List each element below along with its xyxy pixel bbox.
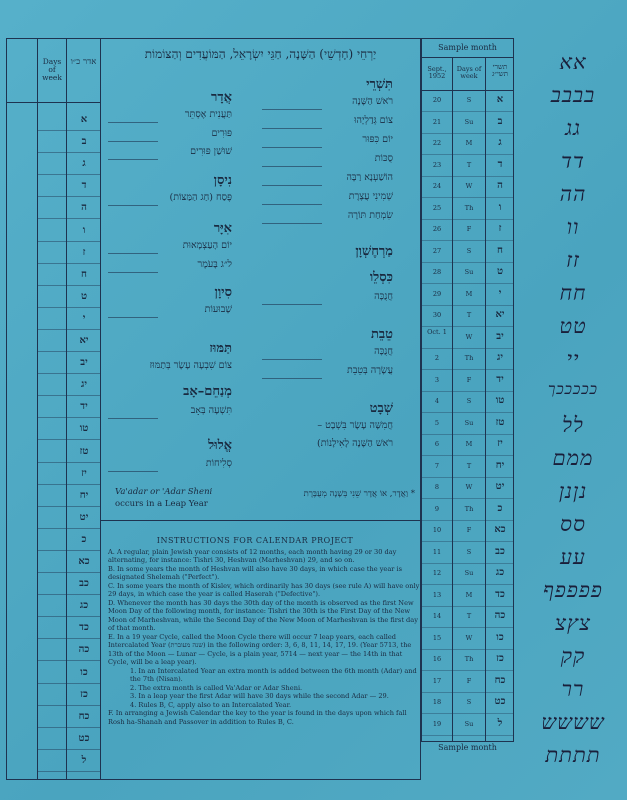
sample-row-line [421,541,514,542]
script-letter-row: עע [560,545,586,569]
sample-row-line [421,154,514,155]
adar-day-label: כז [80,688,88,700]
sample-date: 27 [432,246,442,255]
holiday-item: ל״ג בָּעֹמֶר [197,259,232,270]
adar-day-label: כה [78,644,90,656]
sample-row-line [421,455,514,456]
holiday-item: צוֹם גְּדַלְיָהוּ [354,115,393,126]
sample-hebrew-date: ו [498,201,502,213]
holiday-item: עֲשָׂרָה בְּטֵבֵת [347,365,393,376]
script-letter-row: קק [560,644,586,668]
sample-day: M [465,590,473,599]
sample-day: Su [464,117,474,126]
sample-day: S [466,397,472,405]
adar-day-label: כג [79,600,89,612]
fill-line [262,166,322,167]
month-menachem-av: מְנַחֵם–אָב [183,384,232,399]
sample-row-line [421,412,514,413]
row-line [38,351,100,352]
script-letter-row: טט [559,314,587,338]
month-tammuz: תַּמּוּז [209,341,232,356]
sample-day: F [466,375,472,384]
sample-date: 7 [434,461,440,470]
row-line [38,616,100,617]
sample-date: 20 [432,96,442,104]
row-line [38,462,100,463]
sample-row-line [421,133,514,134]
holiday-item: יוֹם הָעַצְמָאוּת [182,240,232,251]
month-tevet: טֵבֵת [370,327,393,342]
sample-date: 24 [432,182,442,190]
sample-tishri-header: תשרי תשי״ג [491,63,509,78]
holiday-item: שִׂמְחַת תּוֹרָה [347,210,393,221]
sample-row-line [421,434,514,435]
holiday-item: רֹאשׁ הַשָּׁנָה [352,96,393,107]
adar-day-label: ל [81,754,87,766]
fill-line [262,185,322,186]
sample-day: M [465,289,473,298]
sample-hebrew-date: ג [498,137,502,148]
sample-day: W [465,633,473,642]
script-letter-row: נןנן [558,479,588,503]
adar-day-label: כד [79,622,89,634]
sample-hebrew-date: ח [497,244,503,256]
script-letter-row: וו [566,215,580,239]
sample-day: T [466,612,472,620]
holiday-item: חֲנֻכָּה [374,291,393,302]
instruction-f: F. In arranging a Jewish Calendar the key to the year is found in the days upon which fall Rosh ha-Shanah and Passover in addition to Rules B, C. [108,709,407,726]
row-line [38,484,100,485]
sample-date: 8 [434,483,440,491]
sample-hebrew-date: כג [495,567,505,578]
sample-date: 2 [434,354,440,362]
script-letter-row: גג [565,116,581,140]
sample-days-header: Days of week [456,65,482,80]
sample-day: T [466,160,472,169]
sample-hebrew-date: יח [495,459,505,471]
row-line [38,705,100,706]
holiday-item: פּוּרִים [211,128,232,139]
adar-day-label: כב [79,578,89,590]
adar-day-label: יז [81,467,87,479]
sample-date: 28 [432,268,442,276]
sample-hebrew-date: כט [494,696,506,707]
script-letter-row: הה [559,182,587,206]
holiday-item: שׁוּשַׁן פּוּרִים [190,146,232,157]
sample-hebrew-date: טז [495,416,505,428]
sample-row-line [421,391,514,392]
sample-date: 14 [432,612,442,620]
adar-day-label: יח [79,489,89,501]
adar-day-label: ד [81,180,87,192]
sample-day: F [466,526,472,534]
sample-day: T [466,311,472,319]
sample-hebrew-date: כו [496,631,504,643]
sample-row-line [421,563,514,564]
sample-day: F [466,676,472,685]
row-line [38,683,100,684]
sample-date: 13 [432,590,442,599]
row-line [38,174,100,175]
sample-row-line [421,477,514,478]
month-iyar: אִיָּר [213,221,232,236]
fill-line [262,304,322,305]
sample-day: S [466,698,472,706]
sample-hebrew-date: יז [497,438,503,449]
sample-hebrew-date: ז [498,223,502,234]
sample-day: S [466,547,472,556]
sample-day: Su [464,569,474,577]
sample-date: 17 [432,676,442,685]
sample-hebrew-date: יד [496,373,504,385]
row-line [38,638,100,639]
sample-hebrew-date: ה [497,180,503,191]
column-divider [66,38,67,780]
month-marheshvan: מַרְחֶשְׁוָן [355,244,393,259]
row-line [38,417,100,418]
instruction-e1: 1. In an Intercalated Year an extra month is added between the 6th month (Adar) and the 7th (Nisan). [130,666,417,684]
sample-row-line [421,584,514,585]
fill-line [262,128,322,129]
sample-hebrew-date: כז [496,653,504,664]
sample-row-line [421,627,514,628]
sample-day: Th [464,203,474,212]
adar-day-label: טו [79,423,89,435]
adar-day-label: טז [79,445,89,457]
sample-date: 21 [432,117,442,126]
adar-sheni-english: Va'adar or 'Adar Sheni [115,487,213,497]
sample-month-header: Sample month [421,38,514,58]
holiday-item: סֻכּוֹת [374,153,393,164]
script-letter-row: יי [566,347,580,371]
adar-day-label: כא [78,556,90,567]
fill-line [108,471,158,472]
script-letter-row: רר [561,677,585,701]
row-line [38,506,100,507]
holiday-item: הוֹשַׁעְנָא רַבָּה [346,172,393,183]
sample-day: Th [464,354,474,362]
month-tishri: תִּשְׁרֵי [366,77,393,92]
sample-date: 9 [434,504,440,513]
sample-date: 29 [432,289,442,298]
fill-line [108,141,158,142]
sample-day: M [465,139,473,147]
sample-row-line [421,649,514,650]
holiday-item: סְלִיחוֹת [205,458,232,469]
sample-month-footer: Sample month [438,743,497,752]
sample-day: T [466,461,472,470]
row-line [38,218,100,219]
row-line [38,660,100,661]
script-letter-row: פפפפף [543,578,603,602]
instruction-e3: 3. In a leap year the first Adar will have 30 days while the second Adar — 29. [130,692,389,701]
holiday-item: חֲמִשָּׁה עָשָׂר בִּשְׁבָט – [317,420,393,431]
adar-day-label: יט [79,511,89,523]
adar-sheni-note: * וַאֲדָר, אוֹ אֲדָר שֵׁנִי בְּשָׁנָה מְעֻבֶּרֶת [303,489,415,499]
column-divider [100,38,101,780]
row-line [38,395,100,396]
adar-day-label: כט [78,732,90,744]
month-adar: אֲדָר [211,90,232,105]
sample-day: W [465,332,473,341]
sample-hebrew-date: ט [496,266,504,277]
sample-day: Su [464,418,474,427]
instruction-e2: 2. The extra month is called Va'Adar or Adar Sheni. [130,683,303,692]
sample-date: 23 [432,160,442,169]
sample-date: 4 [434,397,440,405]
month-nisan: נִיסָן [213,173,232,188]
row-line [38,594,100,595]
script-letter-row: לל [562,413,584,437]
sample-date: 25 [432,203,442,212]
adar-day-label: ה [81,202,87,214]
adar-header: אדר כ״ו [70,57,97,67]
sample-day: S [466,96,472,104]
holiday-item: פֶּסַח (חַג הַמַּצּוֹת) [169,192,232,203]
fill-line [262,147,322,148]
row-line [38,727,100,728]
sample-date: 6 [434,440,440,448]
adar-day-label: ו [82,224,86,236]
fill-line [108,418,158,419]
sample-row-line [421,498,514,499]
sample-day: S [466,246,472,255]
row-line [38,572,100,573]
row-line [38,285,100,286]
adar-day-label: ג [82,158,86,170]
fill-line [108,159,158,160]
sample-row-line [421,670,514,671]
script-letter-row: בבבב [550,83,596,107]
row-line [38,528,100,529]
instruction-e4: 4. Rules B, C, apply also to an Intercalated Year. [130,700,292,709]
sample-day: Su [464,268,474,276]
month-kislev: כִּסְלֵו [369,270,393,285]
sample-row-line [421,713,514,714]
days-of-week-header: Days of week [42,57,62,82]
adar-sheni-english-2: occurs in a Leap Year [115,499,208,509]
sample-date: 16 [432,655,442,663]
column-divider [37,38,38,780]
sample-hebrew-date: ד [497,158,503,170]
fill-line [262,204,322,205]
sample-sept-header: Sept., 1952 [427,65,447,80]
script-letter-row: דד [561,149,585,173]
sample-date: 15 [432,633,442,642]
month-elul: אֱלוּל [208,438,232,453]
sample-date: 11 [432,547,442,556]
row-line [38,373,100,374]
sample-hebrew-date: כב [495,545,505,557]
sample-hebrew-date: כ [497,502,503,514]
row-line [38,329,100,330]
sample-hebrew-date: טו [495,395,505,406]
row-line [38,241,100,242]
adar-day-label: ב [81,136,87,148]
month-shevat: שְׁבָט [369,401,393,416]
sample-date: 30 [432,311,442,319]
holiday-item: שְׁמִינִי עֲצֶרֶת [348,191,393,202]
sample-date: 18 [432,698,442,706]
script-letter-row: שששש [541,710,605,734]
fill-line [262,378,322,379]
row-line [38,307,100,308]
sample-day: Su [464,719,474,728]
instruction-e: E. In a 19 year Cycle, called the Moon Cycle there will occur 7 leap years, each called Intercalated Year (שנה מעוברת) in the following order: 3, 6, 8, 11, 14, 17, 19. (Year 5713, the 13th of the Moon — Lunar — Cycle, is a plain year, 5714 — next year — the 14th in that Cycle, will be a leap year). [108,632,412,667]
sample-day: Th [464,504,474,513]
instructions-body [108,548,420,726]
adar-day-label: יד [80,401,88,413]
sample-hebrew-date: ל [497,717,503,729]
sample-hebrew-date: יט [495,481,505,492]
fill-line [108,253,158,254]
fill-line [108,205,158,206]
script-letter-row: ממם [552,446,594,470]
holiday-item: תִּשְׁעָה בְּאָב [190,405,232,416]
row-line [38,771,100,772]
page-title: יַרְחֵי (חָדְשֵׁי) הַשָּׁנָה, חַגֵּי יִשְׂרָאֵל, הַמּוֹעֲדִים וְהַצּוֹמוֹת [144,47,377,61]
fill-line [108,317,158,318]
holiday-item: חֲנֻכָּה [374,346,393,357]
script-letter-row: זז [566,248,580,272]
sample-day: M [465,440,473,448]
adar-day-label: כו [80,666,88,678]
sample-row-line [421,176,514,177]
fill-line [262,359,322,360]
sample-day: W [465,483,473,491]
adar-day-label: ט [80,290,88,302]
adar-day-label: א [80,114,88,125]
sample-row-line [421,735,514,736]
sample-day: Th [464,655,474,663]
adar-day-label: כח [78,710,90,722]
sample-date: 3 [434,375,440,384]
sample-header-divider [421,90,514,91]
sample-row-line [421,283,514,284]
row-line [38,550,100,551]
instruction-d: D. Whenever the month has 30 days the 30th day of the month is observed as the first New Moon Day of the following month, for instance: Tishri the 30th is the First Day of the New Moon of Marheshvan, while the Second Day of the New Moon of Marheshvan is the first day of that month. [108,599,418,633]
row-line [38,749,100,750]
month-sivan: סִיוָן [214,285,232,300]
sample-row-line [421,369,514,370]
fill-line [108,272,158,273]
script-letter-row: תתתת [545,743,601,767]
sample-day: W [465,182,473,190]
sample-row-line [421,348,514,349]
fill-line [262,109,322,110]
row-line [38,196,100,197]
sample-date: 5 [434,418,440,427]
sample-hebrew-date: כה [494,610,506,621]
adar-day-label: יב [80,357,88,369]
sample-date: 12 [432,569,442,577]
fill-line [262,223,322,224]
adar-day-label: יא [79,335,89,346]
adar-day-label: יג [81,379,87,391]
sample-row-line [421,111,514,112]
instructions-title: INSTRUCTIONS FOR CALENDAR PROJECT [156,536,354,545]
instruction-a: A. A regular, plain Jewish year consists of 12 months, each month having 29 or 30 day alternating, for instance: Tishri 30, Heshvan (Marheshvan) 29, and so on. [108,548,397,565]
sample-hebrew-date: כד [495,588,505,600]
holiday-item: יוֹם כִּפּוּר [362,134,393,145]
script-letter-row: צץצ [555,611,591,635]
sample-hebrew-date: ב [497,115,503,127]
sample-row-line [421,197,514,198]
adar-day-label: כ [81,533,87,545]
instructions-divider [100,520,421,521]
header-divider [6,102,101,103]
sample-row-line [421,520,514,521]
sample-hebrew-date: א [496,94,504,105]
row-line [38,130,100,131]
sample-hebrew-date: יג [497,352,503,363]
sample-date: 26 [432,225,442,233]
sample-row-line [421,692,514,693]
sample-row-line [421,240,514,241]
adar-day-label: ח [81,268,87,280]
sample-row-line [421,606,514,607]
sample-hebrew-date: יב [496,330,504,342]
sample-hebrew-date: י [498,287,502,299]
script-letter-row: אא [559,50,587,74]
sample-date: Oct. 1 [427,327,447,336]
sample-day: F [466,225,472,233]
adar-day-label: ז [82,246,86,258]
sample-date: 10 [432,526,442,534]
script-letter-row: חח [559,281,587,305]
holiday-item: צוֹם שִׁבְעָה עָשָׂר בְּתַמּוּז [149,360,232,371]
holiday-item: רֹאשׁ הַשָּׁנָה לָאִילָנוֹת) [317,438,393,449]
sample-row-line [421,305,514,306]
sample-hebrew-date: יא [495,309,505,320]
sample-hebrew-date: כא [494,524,506,535]
row-line [38,439,100,440]
row-line [38,263,100,264]
adar-day-label: י [82,312,86,324]
script-letter-row: סס [560,512,586,536]
holiday-item: תַּעֲנִית אֶסְתֵּר [184,109,232,120]
instruction-c: C. In some years the month of Kislev, which ordinarily has 30 days (see rule A) will have only 29 days, in which case the year is called Haserah ("Defective"). [108,582,420,599]
sample-date: 22 [432,139,442,147]
script-letter-row: כככככך [547,380,599,398]
sample-row-line [421,262,514,263]
instruction-b: B. In some years the month of Heshvan will also have 30 days, in which case the year is designated Shelemah ("Perfect"). [108,565,403,582]
sample-date: 19 [432,719,442,728]
row-line [38,152,100,153]
sample-row-line [421,219,514,220]
holiday-item: שָׁבוּעוֹת [204,304,232,315]
sample-hebrew-date: כח [494,674,506,686]
fill-line [108,122,158,123]
